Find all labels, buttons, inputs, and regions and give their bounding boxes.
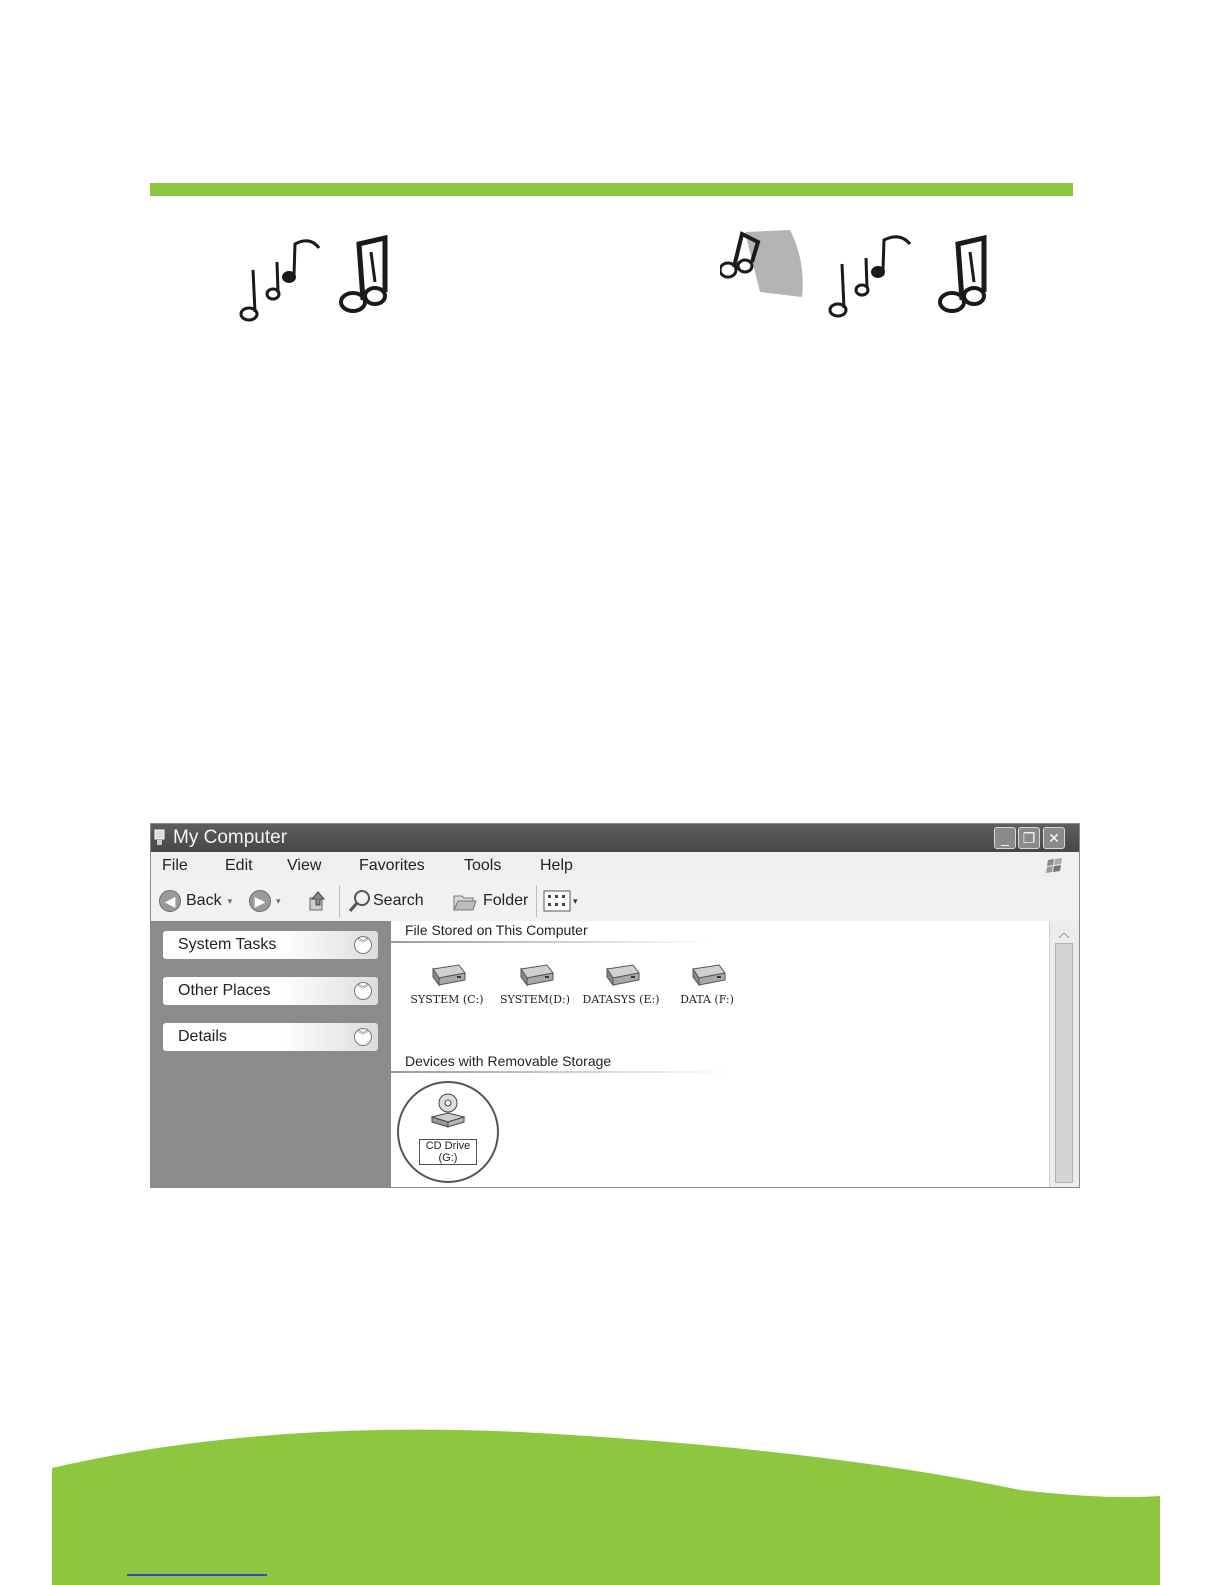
hard-drive-icon xyxy=(601,961,641,987)
hard-drive-icon xyxy=(515,961,555,987)
drive-label: SYSTEM(D:) xyxy=(499,993,571,1006)
menu-file[interactable]: File xyxy=(162,857,188,874)
up-folder-button[interactable] xyxy=(306,888,330,914)
drive-label: DATASYS (E:) xyxy=(582,993,660,1006)
views-icon xyxy=(543,889,571,913)
toolbar-separator xyxy=(536,885,537,917)
file-list-area xyxy=(391,921,1051,1188)
section-divider xyxy=(391,941,711,943)
hard-drive-icon xyxy=(427,961,467,987)
details-label: Details xyxy=(178,1028,227,1045)
minimize-icon: _ xyxy=(1001,830,1009,846)
folders-button[interactable] xyxy=(451,888,528,914)
close-button[interactable] xyxy=(1043,827,1065,849)
other-places-label: Other Places xyxy=(178,982,271,999)
title-bar[interactable] xyxy=(151,824,1079,852)
forward-button[interactable] xyxy=(249,888,281,914)
minimize-button[interactable] xyxy=(994,827,1016,849)
task-pane xyxy=(151,921,391,1188)
menu-view[interactable]: View xyxy=(287,857,322,874)
views-dropdown-icon: ▾ xyxy=(573,896,578,906)
drive-d[interactable] xyxy=(491,961,579,1006)
forward-dropdown-icon[interactable]: ▾ xyxy=(276,896,281,906)
music-notes-icon-right xyxy=(720,222,1010,327)
expand-chevron-icon[interactable]: ︾ xyxy=(354,1028,372,1046)
section-title-files: File Stored on This Computer xyxy=(405,922,588,938)
drive-label: DATA (F:) xyxy=(680,993,734,1006)
folder-icon xyxy=(451,888,479,914)
menu-help[interactable]: Help xyxy=(540,857,573,874)
windows-logo-icon xyxy=(1045,856,1065,876)
vertical-scrollbar[interactable] xyxy=(1049,921,1079,1188)
footer-wave xyxy=(0,1420,1225,1585)
footer-link-underline[interactable] xyxy=(127,1574,267,1576)
close-icon: ✕ xyxy=(1048,830,1060,846)
up-folder-icon xyxy=(306,888,330,914)
views-button[interactable] xyxy=(543,888,578,914)
folder-label: Folder xyxy=(483,892,529,909)
back-label: Back xyxy=(186,892,222,909)
drive-f[interactable] xyxy=(663,961,751,1006)
section-divider xyxy=(391,1071,731,1073)
system-tasks-label: System Tasks xyxy=(178,936,277,953)
window-title: My Computer xyxy=(173,827,288,848)
drive-label: SYSTEM (C:) xyxy=(410,993,484,1006)
section-title-removable: Devices with Removable Storage xyxy=(405,1053,612,1069)
hard-drive-icon xyxy=(687,961,727,987)
drive-e[interactable] xyxy=(577,961,665,1006)
back-dropdown-icon[interactable]: ▾ xyxy=(227,896,233,906)
my-computer-window xyxy=(150,823,1080,1188)
search-label: Search xyxy=(373,892,424,909)
search-icon xyxy=(347,888,373,914)
menu-bar xyxy=(151,852,1079,879)
menu-edit[interactable]: Edit xyxy=(225,857,253,874)
menu-favorites[interactable]: Favorites xyxy=(359,857,425,874)
drive-c[interactable] xyxy=(403,961,491,1006)
header-divider xyxy=(150,183,1073,196)
cd-drive-icon[interactable] xyxy=(428,1091,468,1129)
details-panel[interactable] xyxy=(163,1023,378,1051)
back-arrow-icon: ◀ xyxy=(159,890,181,912)
back-button[interactable] xyxy=(159,888,232,914)
restore-button[interactable] xyxy=(1018,827,1040,849)
cd-drive-label[interactable]: CD Drive (G:) xyxy=(419,1139,477,1165)
forward-arrow-icon: ▶ xyxy=(249,890,271,912)
music-notes-icon-left xyxy=(235,222,400,327)
toolbar-separator xyxy=(339,885,340,917)
system-tasks-panel[interactable] xyxy=(163,931,378,959)
restore-icon: ❐ xyxy=(1022,830,1036,846)
expand-chevron-icon[interactable]: ︾ xyxy=(354,982,372,1000)
scroll-up-icon[interactable]: ︿ xyxy=(1057,926,1070,940)
expand-chevron-icon[interactable]: ︾ xyxy=(354,936,372,954)
search-button[interactable] xyxy=(347,888,424,914)
computer-icon xyxy=(154,829,165,846)
toolbar xyxy=(151,879,1079,922)
menu-tools[interactable]: Tools xyxy=(464,857,502,874)
scroll-thumb[interactable] xyxy=(1055,943,1073,1183)
other-places-panel[interactable] xyxy=(163,977,378,1005)
